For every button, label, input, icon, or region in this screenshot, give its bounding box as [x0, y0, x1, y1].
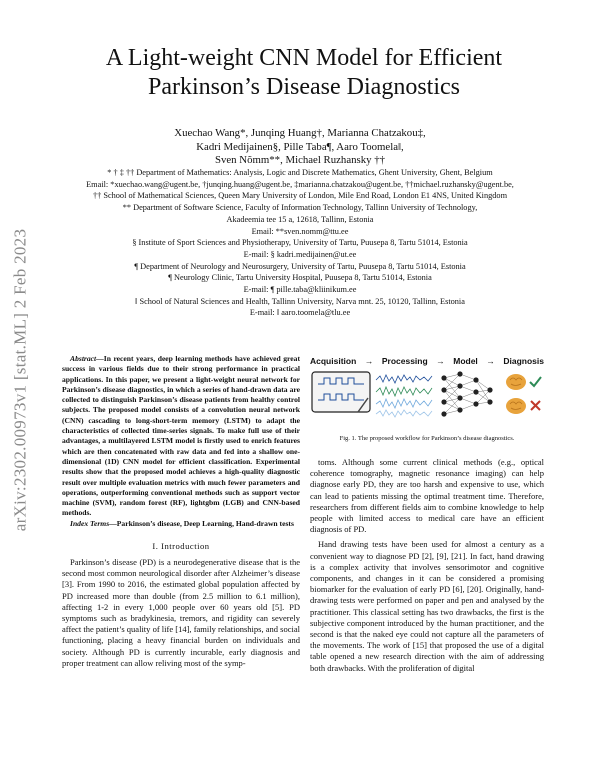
intro-paragraph: Parkinson’s disease (PD) is a neurodegenerative disease that is the second most common neurological disorder after Alzheimer’s disease [3]. From 1990 to 2016, the estimated global population affected by PD increased more than double (from 2.5 million to 6.1 million), affecting 1-2 in every 1,000 people over 60 years old [5]. PD symptoms such as bradykinesia, tremors, and rigidity can severely affect the patient’s quality of life [14], family relationships, and social functioning, placing a heavy financial burden on individuals and society. Although PD is currently incurable, early diagnosis and proper treatment can allow reliving most of the symp-: [62, 557, 300, 668]
stage-diagnosis: Diagnosis: [503, 355, 544, 366]
affil-line: ¶ Neurology Clinic, Tartu University Hospital, Puusepa 8, Tartu 51014, Estonia: [168, 273, 432, 283]
title-line-1: A Light-weight CNN Model for Efficient: [105, 45, 503, 71]
tablet-icon: [312, 372, 370, 412]
right-column: [310, 354, 544, 674]
affil-line: § Institute of Sport Sciences and Physiotherapy, University of Tartu, Puusepa 8, Tartu 51014, Estonia: [132, 238, 468, 248]
affil-line: Akadeemia tee 15 a, 12618, Tallinn, Estonia: [226, 214, 374, 224]
abstract: [62, 354, 300, 519]
affil-line: * † ‡ †† Department of Mathematics: Analysis, Logic and Discrete Mathematics, Ghent University, Ghent, Belgium: [107, 168, 493, 177]
right-paragraph-2: Hand drawing tests have been used for almost a century as a convenient way to diagnose PD [2], [9], [21]. In fact, hand drawing is a complex activity that involves sensorimotor and cognitive components, and changes in it can be considered a promising biomarker for the evaluation of early PD [6], [20]. Originally, hand-drawing tests were performed on paper and pen and analysed by the practitioner. This classical setting has two drawbacks, the first is the subjective component introduced by the human practitioner, and the second is that the naked eye could not capture all the parameters of the movements. The work of [15] that proposed the use of a digital table opened a new research direction with the aim of addressing both drawbacks. With the proliferation of digital: [310, 539, 544, 673]
workflow-illustration: [310, 368, 544, 424]
workflow-stages: [310, 354, 544, 367]
title-line-2: Parkinson’s Disease Diagnostics: [148, 74, 460, 100]
arrow-icon: →: [436, 355, 445, 366]
affil-line: E-mail: ¶ pille.taba@kliinikum.ee: [243, 285, 357, 295]
stage-acquisition: Acquisition: [310, 355, 357, 366]
author-line-3: Sven Nõmm**, Michael Ruzhansky ††: [214, 154, 386, 166]
affil-line: ‖ School of Natural Sciences and Health, Tallinn University, Narva mnt. 25, 10120, Tallinn, Estonia: [135, 296, 465, 306]
affil-line: E-mail: ‖ aaro.toomela@tlu.ee: [249, 308, 351, 318]
affil-line: ¶ Department of Neurology and Neurosurgery, University of Tartu, Puusepa 8, Tartu 51014, Estonia: [134, 261, 466, 271]
affil-line: Email: **sven.nomm@ttu.ee: [251, 226, 349, 236]
cross-icon: [531, 401, 540, 410]
index-terms: [62, 519, 300, 529]
affil-line: †† School of Mathematical Sciences, Queen Mary University of London, Mile End Road, London E1 4NS, United Kingdom: [92, 191, 508, 201]
signal-icon: [376, 375, 432, 417]
abstract-text: —In recent years, deep learning methods have achieved great success in various fields due to their strong performance in practical applications. In this paper, we present a light-weight neural network for Parkinson’s disease diagnostics, in which a series of hand-drawn data are collected to distinguish Parkinson’s disease patients from healthy control subjects. The proposed model consists of a convolution neural network (CNN) cascading to long-short-term memory (LSTM) to adapt the characteristics of collected time-series signals. To make full use of their advantages, a multilayered LSTM model is firstly used to enrich features which are then concatenated with raw data and fed into a shallow one-dimensional (1D) CNN model for efficient classification. Experimental results show that the proposed model achieves a high-quality diagnostic result over multiple evaluation metrics with much fewer parameters and operations, outperforming conventional methods such as support vector machine (SVM), random forest (RF), lightgbm (LGB) and CNN-based methods.: [62, 354, 300, 518]
workflow-figure: [310, 354, 544, 424]
paper-title: [60, 44, 548, 102]
affil-line: Email: *xuechao.wang@ugent.be, †junqing.huang@ugent.be, ‡marianna.chatzakou@ugent.be, ††michael.ruzhansky@ugent.be,: [86, 179, 514, 189]
abstract-label: Abstract: [70, 354, 97, 363]
author-line-2: Kadri Medijainen§, Pille Taba¶, Aaro Toomela‖,: [196, 140, 404, 153]
index-terms-text: —Parkinson’s disease, Deep Learning, Hand-drawn tests: [109, 518, 294, 528]
index-terms-label: Index Terms: [70, 518, 110, 528]
section-heading: I. Introduction: [152, 541, 210, 552]
author-line-1: Xuechao Wang*, Junqing Huang†, Marianna Chatzakou‡,: [174, 127, 426, 139]
affil-line: ** Department of Software Science, Faculty of Information Technology, Tallinn University of Technology,: [122, 203, 478, 213]
neural-network-icon: [441, 371, 492, 416]
arrow-icon: →: [364, 355, 374, 366]
right-paragraph-1: toms. Although some current clinical methods (e.g., optical coherence tomography, magnetic resonance imaging) can help diagnose early PD, they are too harsh and expensive to use, which can lead to patients missing the optimal treatment time. Therefore, researchers from different fields aim to combine knowledge to help people with limited access to medical care have an efficient diagnosis of PD.: [310, 457, 544, 535]
figure-caption: Fig. 1. The proposed workflow for Parkinson’s disease diagnostics.: [339, 435, 515, 442]
arxiv-id: arXiv:2302.00973v1 [stat.ML] 2 Feb 2023: [10, 228, 29, 532]
check-icon: [530, 377, 541, 386]
left-column: [62, 354, 300, 669]
stage-model: Model: [453, 355, 478, 366]
author-list: [40, 127, 560, 168]
affiliations: [24, 167, 576, 319]
arrow-icon: →: [486, 355, 495, 366]
brain-icon: [506, 374, 526, 414]
affil-line: E-mail: § kadri.medijainen@ut.ee: [243, 249, 357, 259]
stage-processing: Processing: [381, 355, 428, 366]
